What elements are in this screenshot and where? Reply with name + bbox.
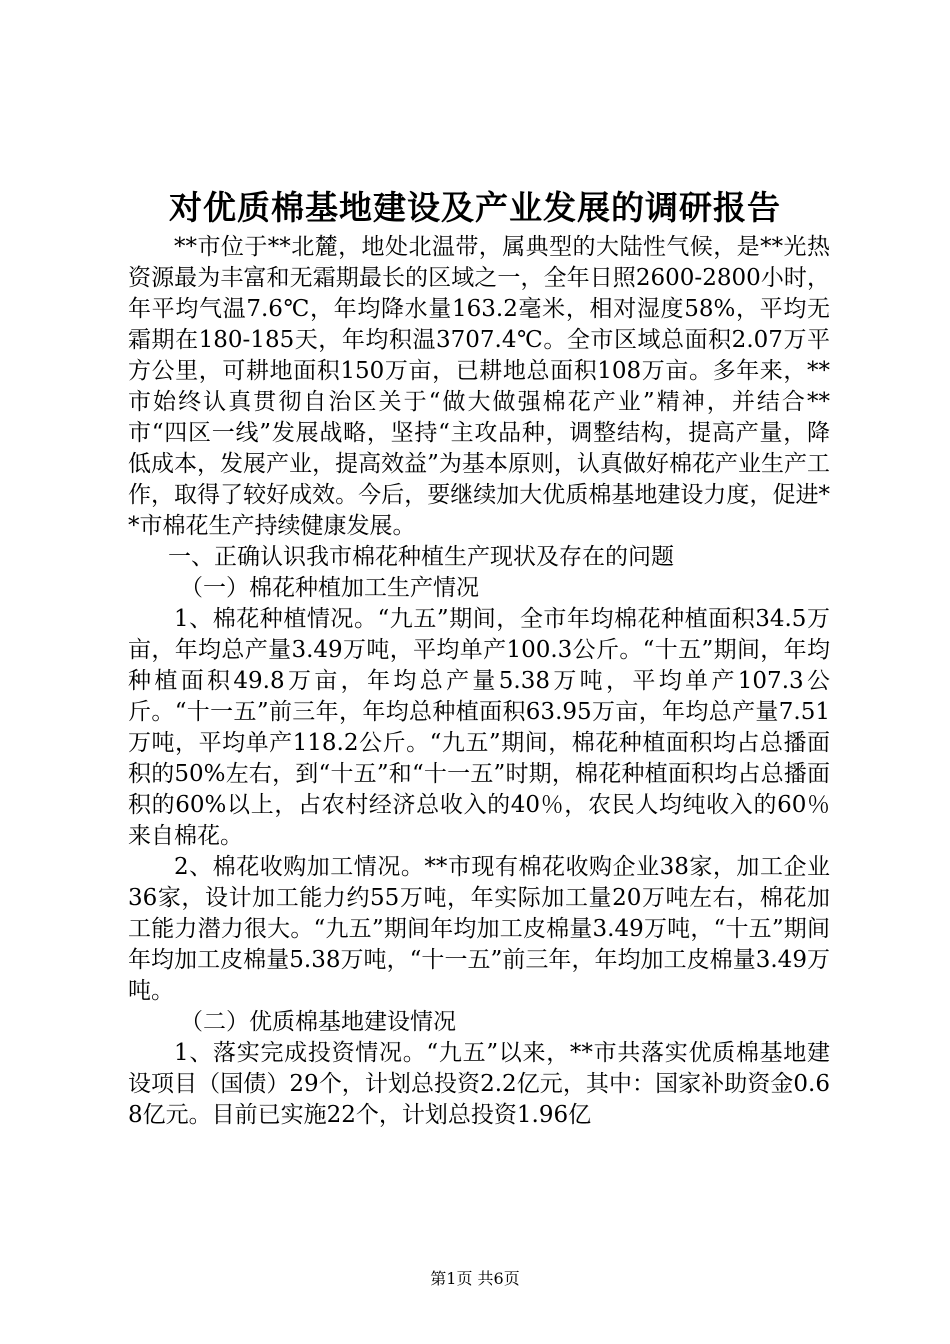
paragraph-investment: 1、落实完成投资情况。“九五”以来，**市共落实优质棉基地建设项目（国债）29个，计划总投资2.2亿元，其中：国家补助资金0.68亿元。目前已实施22个，计划总投资1.96亿: [128, 1040, 830, 1128]
document-title: 对优质棉基地建设及产业发展的调研报告: [169, 188, 781, 227]
section-heading-1: 一、正确认识我市棉花种植生产现状及存在的问题: [168, 544, 674, 570]
paragraph-planting: 1、棉花种植情况。“九五”期间，全市年均棉花种植面积34.5万亩，年均总产量3.49万吨，平均单产100.3公斤。“十五”期间，年均种植面积49.8万亩，年均总产量5.38万吨，平均单产107.3公斤。“十一五”前三年，年均总种植面积63.95万亩，年均总产量7.51万吨，平均单产118.2公斤。“九五”期间，棉花种植面积均占总播面积的50%左右，到“十五”和“十一五”时期，棉花种植面积均占总播面积的60%以上，占农村经济总收入的40％，农民人均纯收入的60％来自棉花。: [128, 606, 830, 849]
subsection-heading-1: （一）棉花种植加工生产情况: [180, 575, 479, 601]
page-number-footer: 第1页 共6页: [430, 1269, 520, 1288]
document-body: [128, 232, 830, 1131]
paragraph-intro: **市位于**北麓，地处北温带，属典型的大陆性气候，是**光热资源最为丰富和无霜期最长的区域之一，全年日照2600-2800小时，年平均气温7.6℃，年均降水量163.2毫米，相对湿度58%，平均无霜期在180-185天，年均积温3707.4℃。全市区域总面积2.07万平方公里，可耕地面积150万亩，已耕地总面积108万亩。多年来，**市始终认真贯彻自治区关于“做大做强棉花产业”精神，并结合**市“四区一线”发展战略，坚持“主攻品种，调整结构，提高产量，降低成本，发展产业，提高效益”为基本原则，认真做好棉花产业生产工作，取得了较好成效。今后，要继续加大优质棉基地建设力度，促进**市棉花生产持续健康发展。: [128, 234, 830, 539]
paragraph-processing: 2、棉花收购加工情况。**市现有棉花收购企业38家，加工企业36家，设计加工能力约55万吨，年实际加工量20万吨左右，棉花加工能力潜力很大。“九五”期间年均加工皮棉量3.49万吨，“十五”期间年均加工皮棉量5.38万吨，“十一五”前三年，年均加工皮棉量3.49万吨。: [128, 854, 830, 1004]
subsection-heading-2: （二）优质棉基地建设情况: [180, 1009, 456, 1035]
